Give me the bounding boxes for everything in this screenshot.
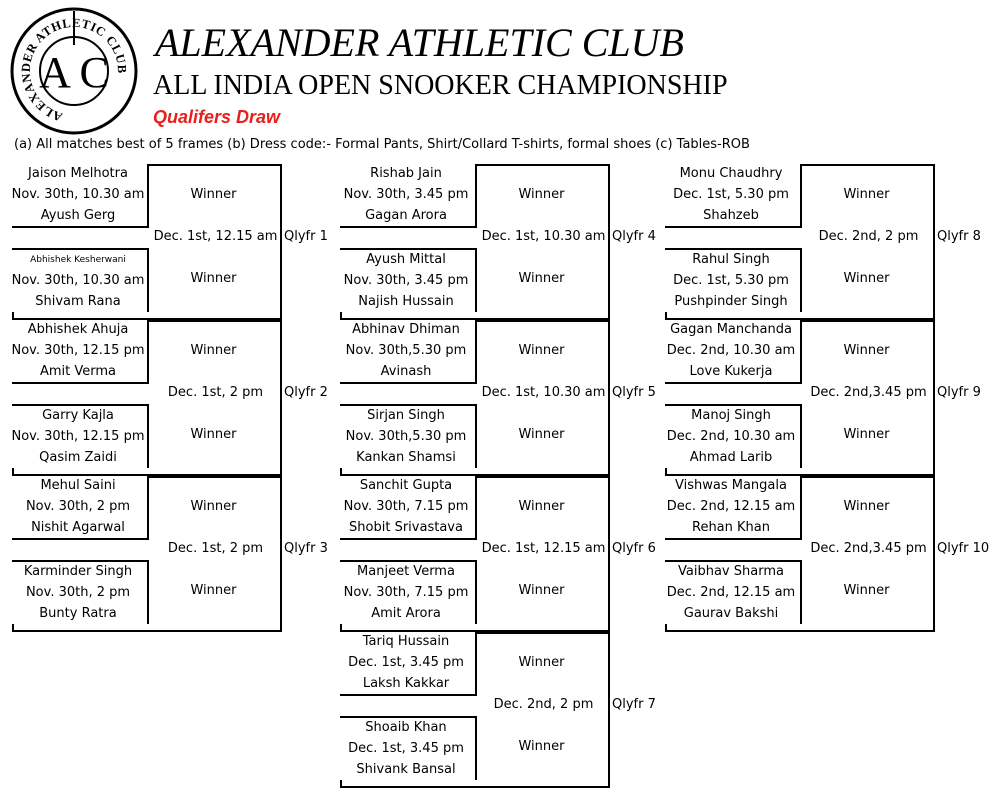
qualifier-group <box>12 476 328 632</box>
player-one: Gagan Manchanda <box>670 322 792 337</box>
qualifier-label: Qlyfr 6 <box>612 541 656 556</box>
qualifier-final-time: Dec. 2nd,3.45 pm <box>810 541 927 556</box>
match-time: Dec. 2nd, 12.15 am <box>666 585 796 600</box>
match-box <box>12 320 149 384</box>
match-box <box>12 404 149 468</box>
match-box <box>340 476 477 540</box>
logo-letters: A C <box>39 48 109 97</box>
match-box <box>665 164 802 228</box>
player-one: Manoj Singh <box>691 408 771 423</box>
player-one: Ayush Mittal <box>366 252 446 267</box>
player-one: Rishab Jain <box>370 166 442 181</box>
qualifier-label: Qlyfr 7 <box>612 697 656 712</box>
match-box <box>665 476 802 540</box>
winner-slot: Winner <box>190 271 237 286</box>
qualifier-label: Qlyfr 2 <box>284 385 328 400</box>
winner-slot: Winner <box>843 583 890 598</box>
match-time: Dec. 1st, 5.30 pm <box>673 187 789 202</box>
qualifier-final-time: Dec. 1st, 10.30 am <box>481 385 606 400</box>
match-time: Nov. 30th, 12.15 pm <box>11 429 145 444</box>
player-two: Laksh Kakkar <box>362 676 450 691</box>
match-time: Dec. 2nd, 10.30 am <box>666 429 796 444</box>
player-one: Sanchit Gupta <box>359 478 453 493</box>
club-name: ALEXANDER ATHLETIC CLUB <box>155 20 684 65</box>
match-time: Nov. 30th, 7.15 pm <box>343 499 469 514</box>
match-time: Dec. 1st, 5.30 pm <box>673 273 789 288</box>
match-box <box>340 560 477 624</box>
qualifier-group <box>665 476 990 632</box>
player-two: Avinash <box>380 364 432 379</box>
club-logo <box>8 5 140 137</box>
qualifier-group <box>11 320 328 476</box>
match-box <box>12 476 149 540</box>
player-two: Najish Hussain <box>358 294 454 309</box>
player-one: Garry Kajla <box>42 408 114 423</box>
match-box <box>340 716 477 780</box>
match-time: Dec. 2nd, 10.30 am <box>666 343 796 358</box>
winner-slot: Winner <box>518 187 565 202</box>
player-two: Nishit Agarwal <box>31 520 125 535</box>
player-two: Shivam Rana <box>35 294 121 309</box>
qualifier-label: Qlyfr 3 <box>284 541 328 556</box>
match-box <box>665 560 802 624</box>
match-time: Nov. 30th, 2 pm <box>25 499 131 514</box>
qualifier-final-time: Dec. 1st, 10.30 am <box>481 229 606 244</box>
winner-slot: Winner <box>518 343 565 358</box>
qualifier-final-time: Dec. 2nd, 2 pm <box>818 229 919 244</box>
winner-slot: Winner <box>843 427 890 442</box>
qualifier-label: Qlyfr 10 <box>937 541 990 556</box>
match-box <box>340 404 477 468</box>
qualifier-label: Qlyfr 5 <box>612 385 656 400</box>
winner-slot: Winner <box>518 655 565 670</box>
player-one: Mehul Saini <box>40 478 116 493</box>
qualifier-label: Qlyfr 8 <box>937 229 981 244</box>
player-two: Shobit Srivastava <box>349 520 463 535</box>
match-time: Nov. 30th, 2 pm <box>25 585 131 600</box>
player-two: Rehan Khan <box>692 520 770 535</box>
winner-slot: Winner <box>190 187 237 202</box>
qualifier-group <box>11 164 328 320</box>
rules-text: (a) All matches best of 5 frames (b) Dress code:- Formal Pants, Shirt/Collard T-shirts, formal shoes (c) Tables-ROB <box>14 137 750 152</box>
winner-slot: Winner <box>190 343 237 358</box>
player-two: Amit Arora <box>371 606 441 621</box>
player-two: Kankan Shamsi <box>356 450 456 465</box>
player-one: Abhishek Ahuja <box>27 322 129 337</box>
match-time: Nov. 30th, 10.30 am <box>11 273 145 288</box>
logo-ring-text: ALEXANDER ATHLETIC CLUB <box>18 15 130 125</box>
match-box <box>340 632 477 696</box>
player-one: Monu Chaudhry <box>679 166 783 181</box>
match-time: Nov. 30th, 3.45 pm <box>343 187 469 202</box>
player-two: Pushpinder Singh <box>674 294 788 309</box>
match-time: Nov. 30th, 3.45 pm <box>343 273 469 288</box>
qualifier-group <box>340 164 656 320</box>
player-two: Qasim Zaidi <box>39 450 117 465</box>
player-two: Amit Verma <box>39 364 117 379</box>
winner-slot: Winner <box>518 583 565 598</box>
match-box <box>340 320 477 384</box>
player-one: Tariq Hussain <box>362 634 450 649</box>
match-time: Nov. 30th,5.30 pm <box>345 343 467 358</box>
player-one: Sirjan Singh <box>367 408 445 423</box>
draw-title: Qualifers Draw <box>153 107 281 127</box>
match-box <box>665 320 802 384</box>
winner-slot: Winner <box>190 499 237 514</box>
player-one: Karminder Singh <box>23 564 133 579</box>
match-time: Dec. 1st, 3.45 pm <box>348 741 464 756</box>
player-two: Love Kukerja <box>689 364 773 379</box>
winner-slot: Winner <box>518 427 565 442</box>
winner-slot: Winner <box>518 499 565 514</box>
player-two: Shivank Bansal <box>356 762 456 777</box>
match-box <box>665 248 802 312</box>
player-two: Gaurav Bakshi <box>683 606 779 621</box>
player-one: Vaibhav Sharma <box>678 564 784 579</box>
qualifier-final-time: Dec. 2nd,3.45 pm <box>810 385 927 400</box>
player-two: Ahmad Larib <box>689 450 773 465</box>
match-time: Nov. 30th, 12.15 pm <box>11 343 145 358</box>
winner-slot: Winner <box>843 499 890 514</box>
player-one: Abhinav Dhiman <box>352 322 460 337</box>
qualifier-group <box>665 164 981 320</box>
qualifier-label: Qlyfr 4 <box>612 229 656 244</box>
qualifier-group <box>340 320 656 476</box>
player-two: Gagan Arora <box>365 208 447 223</box>
player-two: Bunty Ratra <box>39 606 117 621</box>
match-box <box>340 164 477 228</box>
player-one: Shoaib Khan <box>365 720 447 735</box>
qualifier-group <box>665 320 981 476</box>
winner-slot: Winner <box>843 343 890 358</box>
player-one: Manjeet Verma <box>357 564 455 579</box>
winner-slot: Winner <box>518 739 565 754</box>
player-one: Abhishek Kesherwani <box>30 255 126 265</box>
qualifier-label: Qlyfr 9 <box>937 385 981 400</box>
match-box <box>665 404 802 468</box>
qualifier-final-time: Dec. 1st, 12.15 am <box>153 229 278 244</box>
match-time: Nov. 30th,5.30 pm <box>345 429 467 444</box>
match-box <box>12 248 149 312</box>
player-one: Rahul Singh <box>692 252 770 267</box>
player-two: Ayush Gerg <box>40 208 116 223</box>
player-one: Vishwas Mangala <box>675 478 787 493</box>
championship-title: ALL INDIA OPEN SNOOKER CHAMPIONSHIP <box>153 70 728 101</box>
winner-slot: Winner <box>518 271 565 286</box>
match-time: Nov. 30th, 10.30 am <box>11 187 145 202</box>
qualifier-group <box>340 632 656 788</box>
qualifier-final-time: Dec. 1st, 2 pm <box>167 385 264 400</box>
qualifier-final-time: Dec. 2nd, 2 pm <box>493 697 594 712</box>
winner-slot: Winner <box>190 583 237 598</box>
match-time: Dec. 2nd, 12.15 am <box>666 499 796 514</box>
qualifier-final-time: Dec. 1st, 12.15 am <box>481 541 606 556</box>
match-time: Nov. 30th, 7.15 pm <box>343 585 469 600</box>
player-one: Jaison Melhotra <box>28 166 128 181</box>
winner-slot: Winner <box>190 427 237 442</box>
winner-slot: Winner <box>843 271 890 286</box>
qualifier-label: Qlyfr 1 <box>284 229 328 244</box>
qualifier-group <box>340 476 656 632</box>
winner-slot: Winner <box>843 187 890 202</box>
qualifier-final-time: Dec. 1st, 2 pm <box>167 541 264 556</box>
match-box <box>340 248 477 312</box>
player-two: Shahzeb <box>703 208 759 223</box>
match-box <box>12 560 149 624</box>
match-box <box>12 164 149 228</box>
match-time: Dec. 1st, 3.45 pm <box>348 655 464 670</box>
